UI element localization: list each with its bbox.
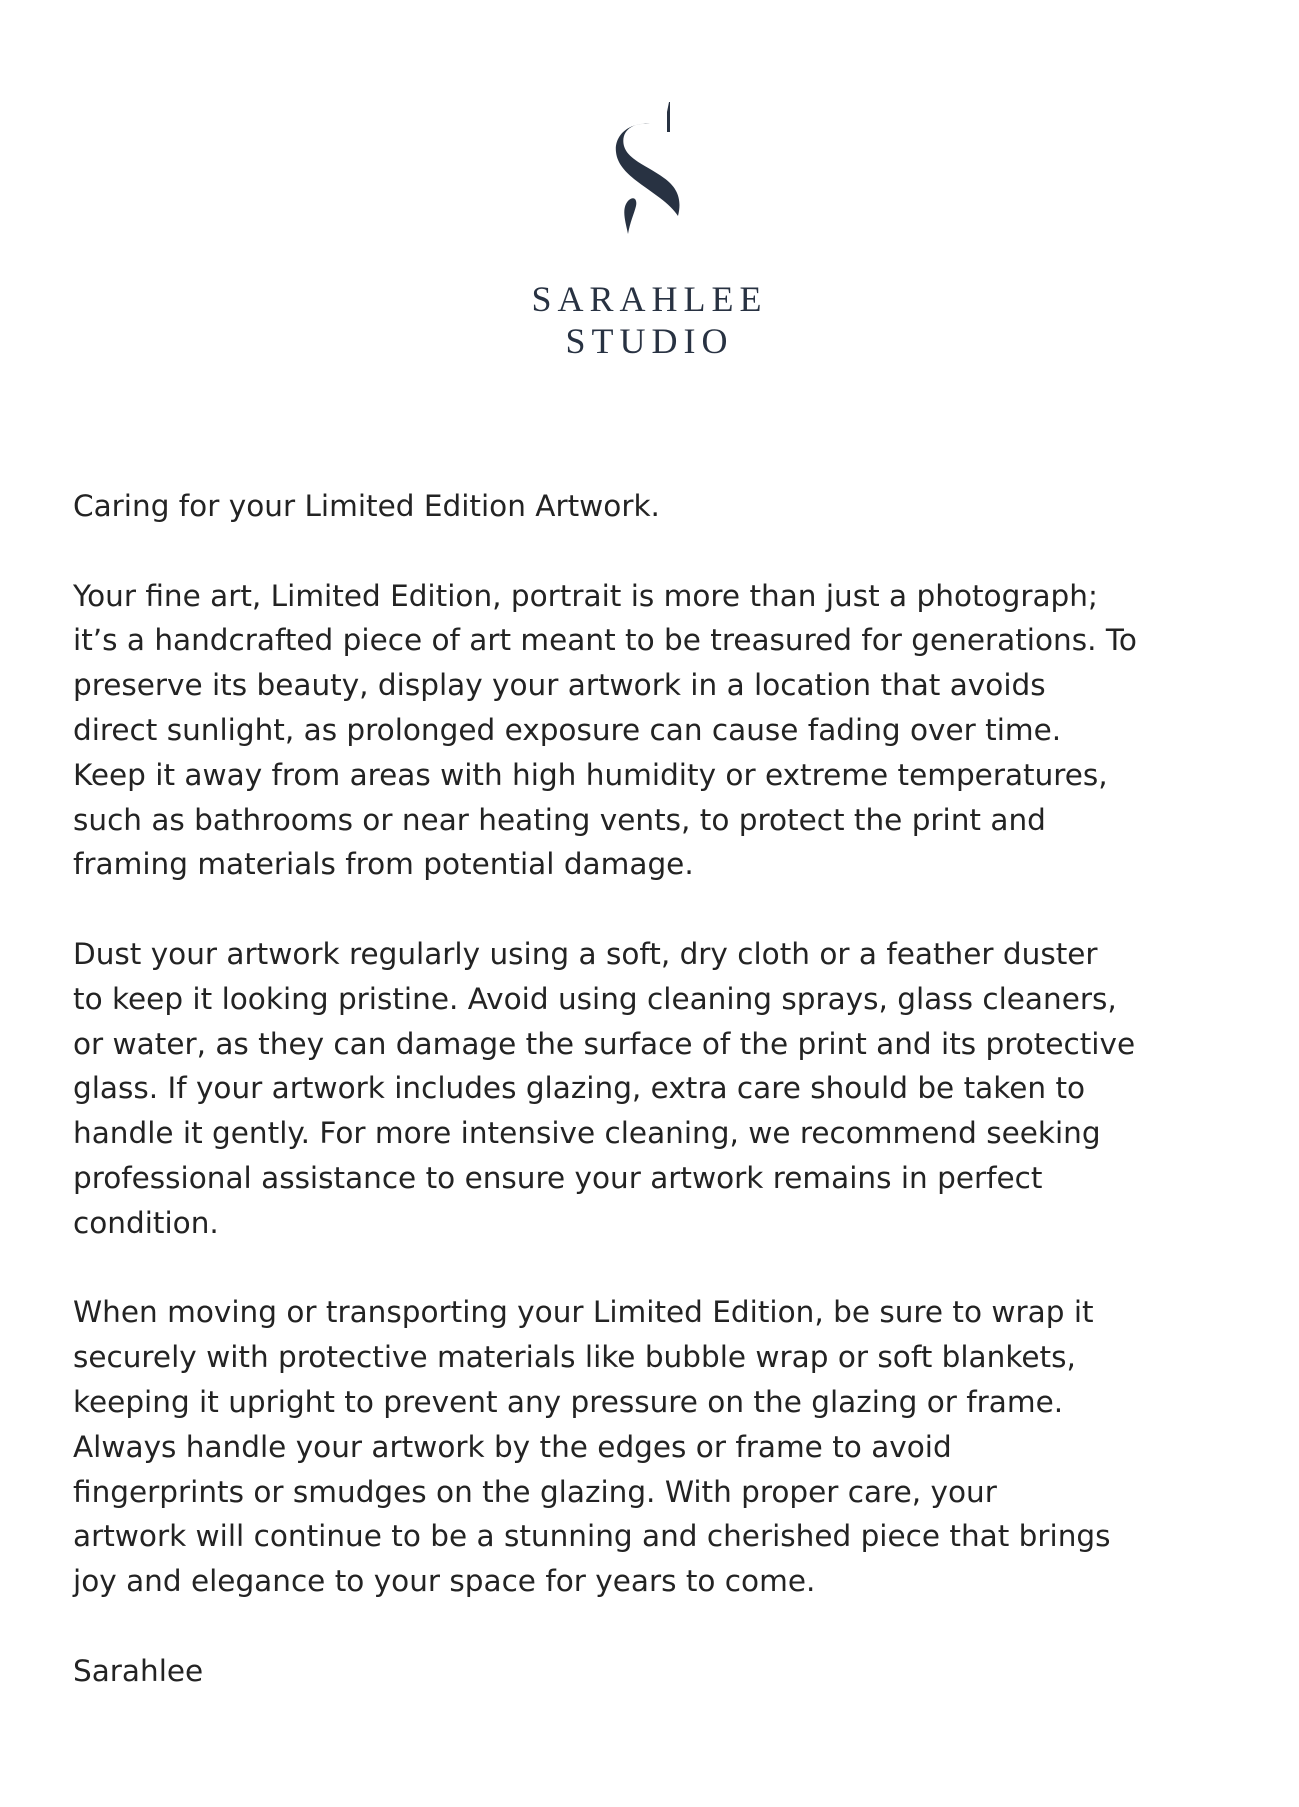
paragraph-line: such as bathrooms or near heating vents, to protect the print and (73, 802, 1046, 837)
paragraph-line: artwork will continue to be a stunning and cherished piece that brings (73, 1519, 1111, 1554)
paragraph-line: Always handle your artwork by the edges or frame to avoid (73, 1429, 952, 1464)
signature: Sarahlee (73, 1653, 204, 1688)
paragraph-line: handle it gently. For more intensive cleaning, we recommend seeking (73, 1116, 1101, 1151)
brand-name (0, 278, 1299, 363)
paragraph-display (73, 574, 1233, 888)
paragraph-line: fingerprints or smudges on the glazing. With proper care, your (73, 1474, 997, 1509)
letter-title: Caring for your Limited Edition Artwork. (73, 489, 660, 523)
paragraph-line: Keep it away from areas with high humidity or extreme temperatures, (73, 757, 1108, 792)
paragraph-line: preserve its beauty, display your artwork in a location that avoids (73, 668, 1046, 703)
paragraph-line: condition. (73, 1205, 219, 1240)
paragraph-line: When moving or transporting your Limited Edition, be sure to wrap it (73, 1295, 1094, 1330)
brand-line-2: STUDIO (565, 321, 734, 362)
studio-logo (0, 100, 1299, 363)
brand-line-1: SARAHLEE (531, 279, 768, 319)
paragraph-line: glass. If your artwork includes glazing, extra care should be taken to (73, 1071, 1086, 1106)
paragraph-line: it’s a handcrafted piece of art meant to be treasured for generations. To (73, 623, 1137, 658)
letter-body (73, 484, 1233, 1694)
paragraph-line: professional assistance to ensure your artwork remains in perfect (73, 1160, 1043, 1195)
paragraph-line: or water, as they can damage the surface of the print and its protective (73, 1026, 1136, 1061)
paragraph-line: direct sunlight, as prolonged exposure can cause fading over time. (73, 712, 1062, 747)
paragraph-line: keeping it upright to prevent any pressure on the glazing or frame. (73, 1384, 1064, 1419)
paragraph-line: joy and elegance to your space for years to come. (73, 1564, 816, 1599)
paragraph-line: Your fine art, Limited Edition, portrait is more than just a photograph; (73, 578, 1098, 613)
paragraph-line: securely with protective materials like bubble wrap or soft blankets, (73, 1340, 1076, 1375)
paragraph-cleaning (73, 932, 1233, 1246)
paragraph-line: to keep it looking pristine. Avoid using cleaning sprays, glass cleaners, (73, 981, 1117, 1016)
paragraph-line: Dust your artwork regularly using a soft, dry cloth or a feather duster (73, 936, 1098, 971)
paragraph-transport (73, 1290, 1233, 1604)
s-monogram-icon (590, 100, 710, 240)
paragraph-line: framing materials from potential damage. (73, 847, 694, 882)
